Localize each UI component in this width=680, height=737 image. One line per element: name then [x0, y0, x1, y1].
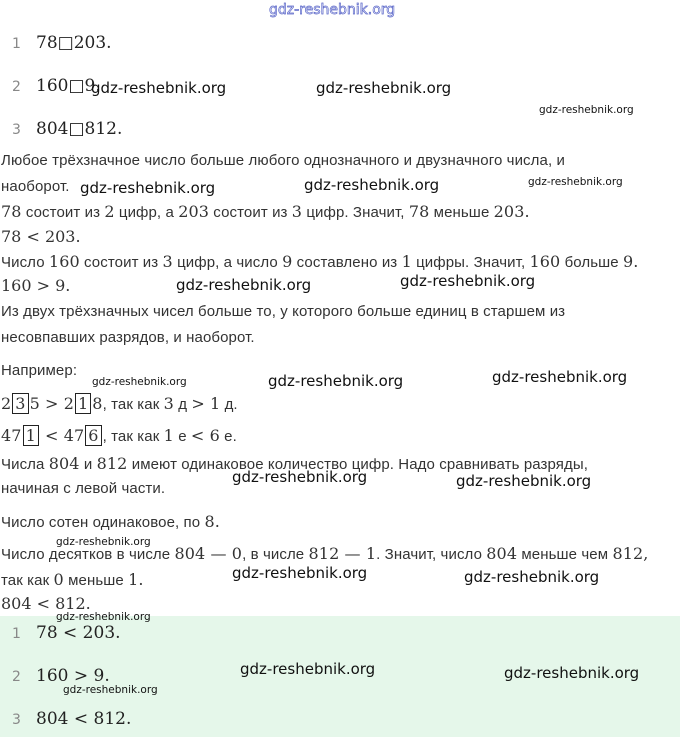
- watermark-text: gdz-reshebnik.org: [240, 660, 376, 678]
- rule-text: несовпавших разрядов, и наоборот.: [1, 329, 255, 346]
- task-expression: 160□9.: [36, 76, 101, 96]
- answer-expression: 160 > 9.: [36, 666, 110, 686]
- watermark-text: gdz-reshebnik.org: [492, 368, 628, 386]
- watermark-text: gdz-reshebnik.org: [268, 372, 404, 390]
- task-number: 2: [12, 79, 21, 95]
- explanation-line: Число 160 состоит из 3 цифр, а число 9 составлено из 1 цифры. Значит, 160 больше 9.: [1, 252, 639, 271]
- task-number: 3: [12, 122, 21, 138]
- task-expression: 804□812.: [36, 119, 123, 139]
- highlighted-digit: 1: [75, 393, 91, 414]
- rule-text: Из двух трёхзначных чисел больше то, у которого больше единиц в старшем из: [1, 303, 566, 320]
- watermark-text: gdz-reshebnik.org: [504, 664, 640, 682]
- example-line: 2 3 5 > 2 1 8, так как 3 д > 1 д.: [1, 394, 238, 413]
- comparison-result: 78 < 203.: [1, 227, 81, 246]
- explanation-line: 78 состоит из 2 цифр, а 203 состоит из 3 цифр. Значит, 78 меньше 203.: [1, 202, 530, 221]
- watermark-text: gdz-reshebnik.org: [400, 272, 536, 290]
- watermark-text: gdz-reshebnik.org: [176, 276, 312, 294]
- answer-expression: 78 < 203.: [36, 623, 121, 643]
- comparison-result: 160 > 9.: [1, 276, 71, 295]
- answer-number: 2: [12, 669, 21, 685]
- highlighted-digit: 1: [23, 425, 39, 446]
- watermark-text: gdz-reshebnik.org: [304, 176, 440, 194]
- watermark-text: gdz-reshebnik.org: [528, 176, 623, 188]
- example-line: 47 1 < 47 6 , так как 1 е < 6 е.: [1, 426, 237, 445]
- rule-text: Любое трёхзначное число больше любого однозначного и двузначного числа, и: [1, 152, 565, 169]
- watermark-text: gdz-reshebnik.org: [91, 79, 227, 97]
- answer-number: 3: [12, 712, 21, 728]
- highlighted-digit: 3: [12, 393, 28, 414]
- watermark-text: gdz-reshebnik.org: [92, 376, 187, 388]
- watermark-header: gdz-reshebnik.org: [269, 2, 396, 18]
- explanation-line: так как 0 меньше 1.: [1, 570, 144, 589]
- watermark-text: gdz-reshebnik.org: [56, 611, 151, 623]
- watermark-text: gdz-reshebnik.org: [232, 468, 368, 486]
- answer-number: 1: [12, 626, 21, 642]
- example-label: Например:: [1, 362, 78, 379]
- rule-text: наоборот.: [1, 178, 70, 195]
- answer-expression: 804 < 812.: [36, 709, 132, 729]
- watermark-text: gdz-reshebnik.org: [539, 104, 634, 116]
- explanation-line: Числа 804 и 812 имеют одинаковое количество цифр. Надо сравнивать разряды,: [1, 454, 589, 473]
- watermark-text: gdz-reshebnik.org: [232, 564, 368, 582]
- watermark-text: gdz-reshebnik.org: [464, 568, 600, 586]
- watermark-text: gdz-reshebnik.org: [56, 536, 151, 548]
- explanation-line: Число сотен одинаковое, по 8.: [1, 512, 220, 531]
- watermark-text: gdz-reshebnik.org: [80, 179, 216, 197]
- explanation-line: Число десятков в числе 804 — 0, в числе 812 — 1. Значит, число 804 меньше чем 812,: [1, 544, 649, 563]
- watermark-text: gdz-reshebnik.org: [63, 684, 158, 696]
- watermark-text: gdz-reshebnik.org: [316, 79, 452, 97]
- comparison-result: 804 < 812.: [1, 594, 91, 613]
- explanation-line: начиная с левой части.: [1, 480, 166, 497]
- task-expression: 78□203.: [36, 33, 112, 53]
- watermark-text: gdz-reshebnik.org: [456, 472, 592, 490]
- highlighted-digit: 6: [85, 425, 101, 446]
- task-number: 1: [12, 36, 21, 52]
